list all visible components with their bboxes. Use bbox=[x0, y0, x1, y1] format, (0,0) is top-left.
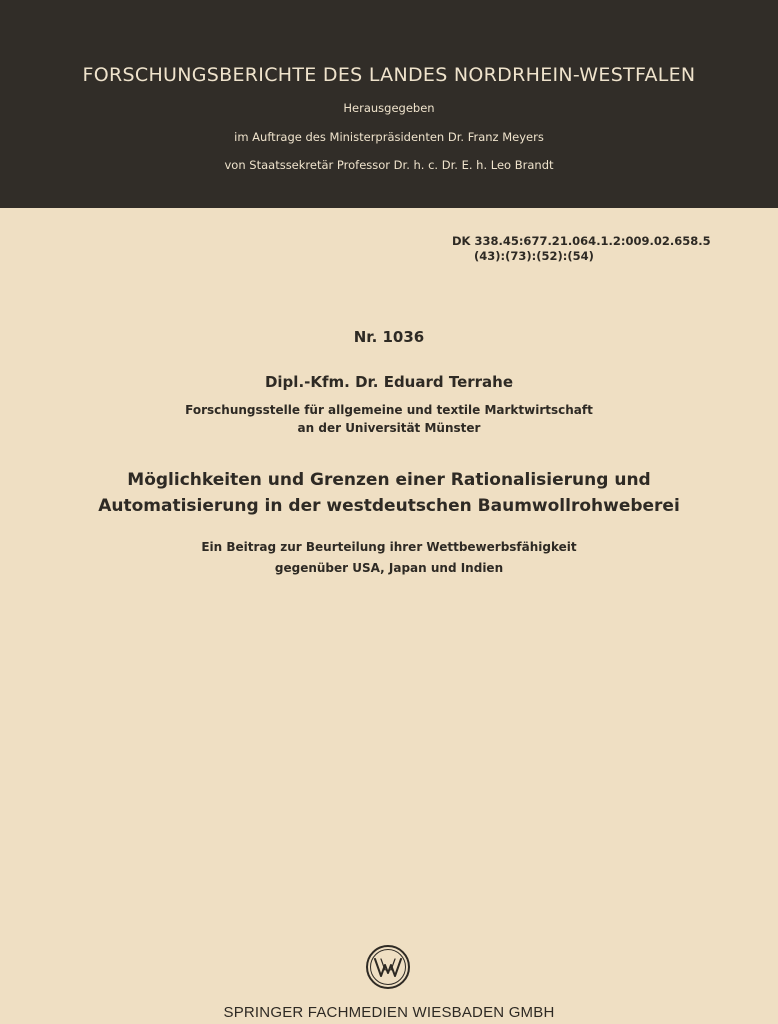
series-title: FORSCHUNGSBERICHTE DES LANDES NORDRHEIN-WESTFALEN bbox=[82, 64, 696, 86]
report-number: Nr. 1036 bbox=[353, 328, 425, 346]
author-name: Dipl.-Kfm. Dr. Eduard Terrahe bbox=[264, 373, 514, 391]
header-band bbox=[0, 0, 778, 208]
author-institution-line-2: an der Universität Münster bbox=[297, 421, 481, 435]
book-title-line-2: Automatisierung in der westdeutschen Baumwollrohweberei bbox=[98, 496, 680, 516]
publisher-name: SPRINGER FACHMEDIEN WIESBADEN GMBH bbox=[223, 1004, 555, 1021]
classification-line-1: DK 338.45:677.21.064.1.2:009.02.658.5 bbox=[452, 234, 711, 248]
editor-line: von Staatssekretär Professor Dr. h. c. Dr. E. h. Leo Brandt bbox=[224, 158, 554, 172]
subtitle-line-1: Ein Beitrag zur Beurteilung ihrer Wettbewerbsfähigkeit bbox=[201, 540, 577, 554]
classification-code bbox=[452, 234, 711, 264]
editor-label: Herausgegeben bbox=[343, 101, 435, 115]
classification-line-2: (43):(73):(52):(54) bbox=[474, 249, 594, 263]
commission-line: im Auftrage des Ministerpräsidenten Dr. Franz Meyers bbox=[234, 130, 544, 144]
book-title-line-1: Möglichkeiten und Grenzen einer Rationalisierung und bbox=[127, 470, 651, 490]
author-institution-line-1: Forschungsstelle für allgemeine und textile Marktwirtschaft bbox=[185, 403, 593, 417]
publisher-logo-icon bbox=[365, 944, 411, 990]
subtitle-line-2: gegenüber USA, Japan und Indien bbox=[274, 561, 504, 575]
